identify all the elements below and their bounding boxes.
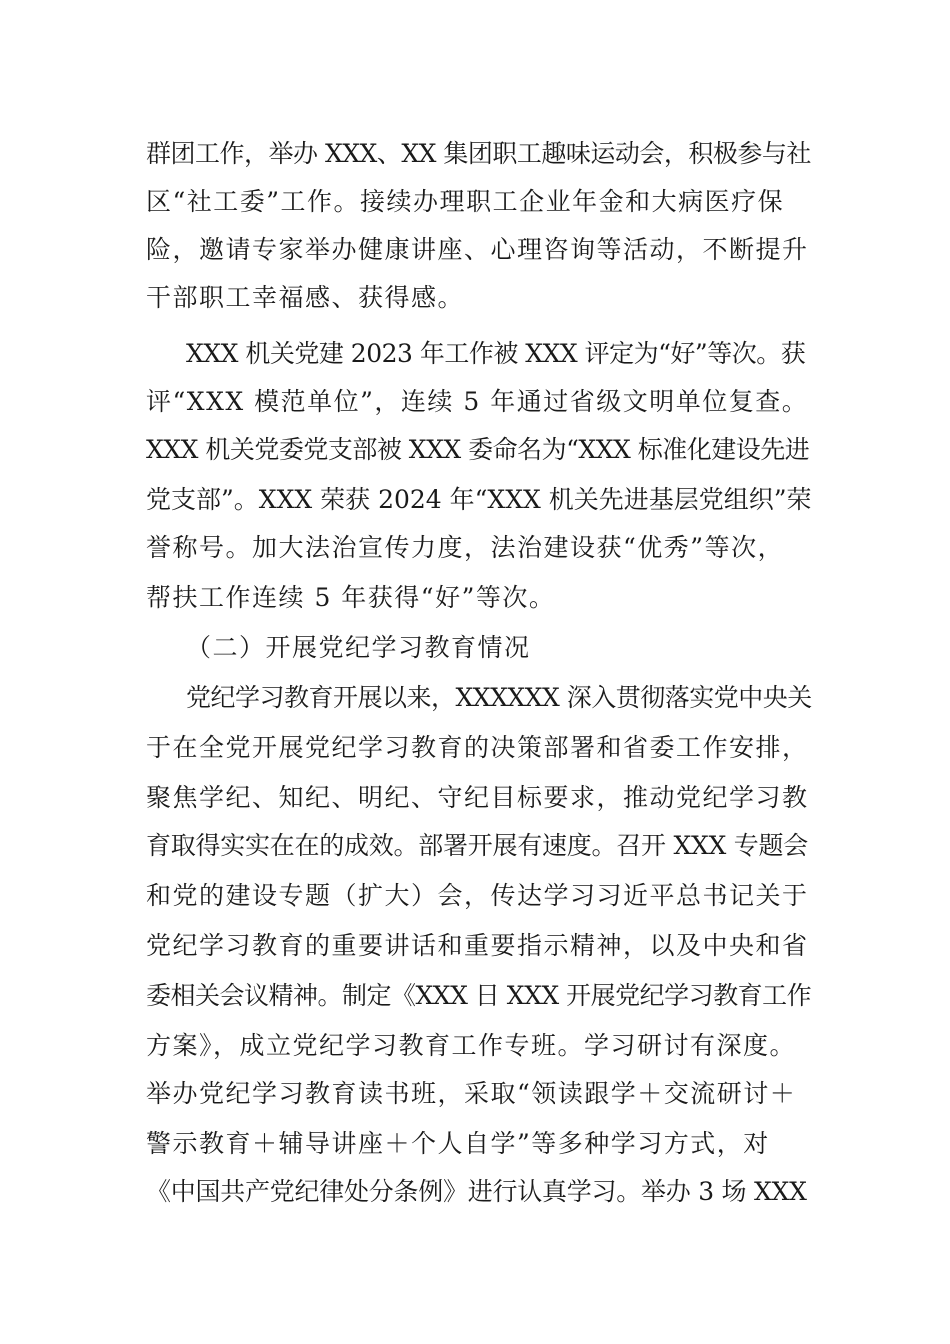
paragraph-line: 育取得实实在在的成效。部署开展有速度。召开 XXX 专题会: [146, 831, 809, 860]
paragraph-line: 举办党纪学习教育读书班，采取“领读跟学＋交流研讨＋: [146, 1079, 797, 1108]
paragraph-line: 《中国共产党纪律处分条例》进行认真学习。举办 3 场 XXX: [146, 1177, 807, 1206]
paragraph-line: 聚焦学纪、知纪、明纪、守纪目标要求，推动党纪学习教: [146, 783, 809, 812]
paragraph-line: 于在全党开展党纪学习教育的决策部署和省委工作安排，: [146, 733, 809, 762]
paragraph-line: 和党的建设专题（扩大）会，传达学习习近平总书记关于: [146, 881, 809, 910]
paragraph-line: XXX 机关党建 2023 年工作被 XXX 评定为“好”等次。获: [186, 339, 806, 368]
paragraph-line: 党纪学习教育开展以来，XXXXXX 深入贯彻落实党中央关: [186, 683, 812, 712]
paragraph-line: 险，邀请专家举办健康讲座、心理咨询等活动，不断提升: [146, 235, 809, 264]
paragraph-line: 党纪学习教育的重要讲话和重要指示精神，以及中央和省: [146, 931, 809, 960]
paragraph-line: 干部职工幸福感、获得感。: [146, 283, 465, 312]
paragraph-line: 警示教育＋辅导讲座＋个人自学”等多种学习方式，对: [146, 1129, 770, 1158]
paragraph-line: 委相关会议精神。制定《XXX 日 XXX 开展党纪学习教育工作: [146, 981, 812, 1010]
paragraph-line: 帮扶工作连续 5 年获得“好”等次。: [146, 583, 556, 612]
paragraph-line: XXX 机关党委党支部被 XXX 委命名为“XXX 标准化建设先进: [146, 435, 810, 464]
section-heading: （二）开展党纪学习教育情况: [186, 633, 531, 662]
paragraph-line: 誉称号。加大法治宣传力度，法治建设获“优秀”等次，: [146, 533, 785, 562]
paragraph-line: 评“XXX 模范单位”，连续 5 年通过省级文明单位复查。: [146, 387, 809, 416]
paragraph-line: 区“社工委”工作。接续办理职工企业年金和大病医疗保: [146, 187, 785, 216]
paragraph-line: 群团工作，举办 XXX、XX 集团职工趣味运动会，积极参与社: [146, 139, 811, 168]
paragraph-line: 党支部”。XXX 荣获 2024 年“XXX 机关先进基层党组织”荣: [146, 485, 812, 514]
paragraph-line: 方案》，成立党纪学习教育工作专班。学习研讨有深度。: [146, 1031, 797, 1060]
